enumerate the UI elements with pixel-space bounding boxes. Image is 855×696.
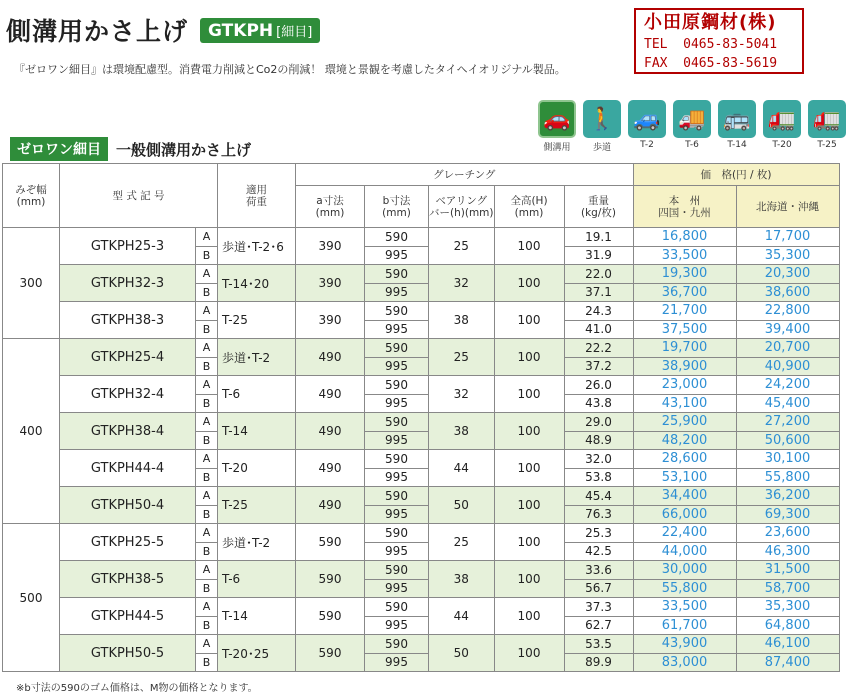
type-cell: A [196,524,218,543]
car-icon: 🚙 [628,100,666,138]
bearing-cell: 38 [429,561,495,598]
height-cell: 100 [494,635,564,672]
price-hokkaido: 22,800 [736,302,839,321]
model-code: GTKPH38-5 [60,561,196,598]
price-hokkaido: 46,100 [736,635,839,654]
bearing-cell: 32 [429,376,495,413]
b-dim-cell: 995 [365,542,429,561]
table-row [3,635,840,654]
header-width: みぞ幅 (mm) [3,164,60,228]
b-dim-cell: 590 [365,450,429,469]
price-honshu: 53,100 [633,468,736,487]
type-cell: A [196,413,218,432]
section-header [10,137,251,161]
b-dim-cell: 590 [365,487,429,506]
load-icon-cell [761,100,803,153]
load-cell: 歩道･T-2 [218,524,296,561]
weight-cell: 25.3 [564,524,633,543]
section-title: 一般側溝用かさ上げ [116,140,252,159]
load-cell: T-25 [218,487,296,524]
height-cell: 100 [494,487,564,524]
model-code: GTKPH38-3 [60,302,196,339]
price-hokkaido: 45,400 [736,394,839,413]
height-cell: 100 [494,302,564,339]
price-hokkaido: 27,200 [736,413,839,432]
bearing-cell: 25 [429,339,495,376]
width-cell: 500 [3,524,60,672]
model-code: GTKPH38-4 [60,413,196,450]
b-dim-cell: 590 [365,635,429,654]
height-cell: 100 [494,376,564,413]
weight-cell: 48.9 [564,431,633,450]
weight-cell: 24.3 [564,302,633,321]
load-cell: T-14 [218,413,296,450]
price-hokkaido: 40,900 [736,357,839,376]
type-cell: A [196,450,218,469]
header-grating: グレーチング [296,164,634,186]
weight-cell: 37.1 [564,283,633,302]
price-hokkaido: 35,300 [736,246,839,265]
price-hokkaido: 38,600 [736,283,839,302]
price-honshu: 55,800 [633,579,736,598]
model-code: GTKPH25-3 [60,228,196,265]
weight-cell: 22.2 [564,339,633,358]
price-honshu: 66,000 [633,505,736,524]
type-cell: A [196,228,218,247]
a-dim-cell: 590 [296,524,365,561]
bearing-cell: 25 [429,228,495,265]
bearing-cell: 44 [429,450,495,487]
product-description: 『ゼロワン細目』は環境配慮型。消費電力削減とCo2の削減！ 環境と景観を考慮したタイヘイオリジナル製品。 [14,63,566,76]
price-honshu: 36,700 [633,283,736,302]
type-cell: B [196,357,218,376]
b-dim-cell: 995 [365,283,429,302]
table-row [3,339,840,358]
fax-number: FAX 0465-83-5619 [644,56,778,71]
header-a-dim: a寸法 (mm) [296,186,365,228]
price-honshu: 22,400 [633,524,736,543]
table-row [3,265,840,284]
a-dim-cell: 590 [296,561,365,598]
weight-cell: 56.7 [564,579,633,598]
price-hokkaido: 17,700 [736,228,839,247]
pedestrian-icon: 🚶 [583,100,621,138]
header-model: 型 式 記 号 [60,164,218,228]
a-dim-cell: 490 [296,339,365,376]
load-icon-cell [806,100,848,153]
type-cell: B [196,320,218,339]
price-honshu: 30,000 [633,561,736,580]
height-cell: 100 [494,524,564,561]
load-class-icons [536,100,851,153]
weight-cell: 32.0 [564,450,633,469]
weight-cell: 89.9 [564,653,633,672]
type-cell: B [196,431,218,450]
load-icon-label: 歩道 [592,143,611,153]
header-region-honshu: 本 州 四国・九州 [633,186,736,228]
price-honshu: 25,900 [633,413,736,432]
model-code: GTKPH44-4 [60,450,196,487]
load-cell: T-20･25 [218,635,296,672]
load-cell: T-14･20 [218,265,296,302]
price-hokkaido: 31,500 [736,561,839,580]
bearing-cell: 44 [429,598,495,635]
b-dim-cell: 995 [365,394,429,413]
a-dim-cell: 390 [296,228,365,265]
load-cell: T-25 [218,302,296,339]
price-hokkaido: 23,600 [736,524,839,543]
b-dim-cell: 995 [365,246,429,265]
weight-cell: 26.0 [564,376,633,395]
type-cell: B [196,579,218,598]
page-title: 側溝用かさ上げ [6,17,189,46]
b-dim-cell: 590 [365,339,429,358]
load-icon-label: T-2 [640,140,654,150]
weight-cell: 33.6 [564,561,633,580]
section-badge: ゼロワン細目 [10,137,108,161]
bearing-cell: 50 [429,635,495,672]
b-dim-cell: 995 [365,505,429,524]
table-row [3,487,840,506]
b-dim-cell: 995 [365,616,429,635]
header-region-hokkaido: 北海道・沖縄 [736,186,839,228]
height-cell: 100 [494,413,564,450]
price-hokkaido: 46,300 [736,542,839,561]
table-row [3,450,840,469]
load-icon-label: T-25 [817,140,837,150]
a-dim-cell: 390 [296,265,365,302]
b-dim-cell: 590 [365,598,429,617]
type-cell: B [196,542,218,561]
price-honshu: 38,900 [633,357,736,376]
load-cell: T-20 [218,450,296,487]
model-code: GTKPH50-5 [60,635,196,672]
type-cell: A [196,265,218,284]
a-dim-cell: 490 [296,413,365,450]
table-row [3,413,840,432]
product-code-badge [200,18,320,43]
type-cell: B [196,653,218,672]
price-table [2,163,840,672]
bearing-cell: 32 [429,265,495,302]
header-b-dim: b寸法 (mm) [365,186,429,228]
b-dim-cell: 590 [365,265,429,284]
price-hokkaido: 69,300 [736,505,839,524]
type-cell: B [196,505,218,524]
load-icon-cell [626,100,668,153]
car-on-grating-icon: 🚗 [538,100,576,138]
width-cell: 300 [3,228,60,339]
load-cell: T-14 [218,598,296,635]
type-cell: B [196,616,218,635]
weight-cell: 19.1 [564,228,633,247]
a-dim-cell: 490 [296,450,365,487]
load-icon-cell [581,100,623,153]
product-code-sub: [細目] [276,25,313,40]
model-code: GTKPH32-4 [60,376,196,413]
table-row [3,302,840,321]
weight-cell: 45.4 [564,487,633,506]
price-hokkaido: 30,100 [736,450,839,469]
price-hokkaido: 58,700 [736,579,839,598]
price-hokkaido: 20,700 [736,339,839,358]
type-cell: A [196,339,218,358]
weight-cell: 53.5 [564,635,633,654]
bearing-cell: 25 [429,524,495,561]
price-honshu: 21,700 [633,302,736,321]
type-cell: A [196,635,218,654]
bearing-cell: 38 [429,302,495,339]
a-dim-cell: 390 [296,302,365,339]
price-honshu: 61,700 [633,616,736,635]
price-hokkaido: 24,200 [736,376,839,395]
price-hokkaido: 39,400 [736,320,839,339]
price-hokkaido: 35,300 [736,598,839,617]
price-honshu: 16,800 [633,228,736,247]
header-price: 価 格(円 / 枚) [633,164,839,186]
product-code: GTKPH [208,20,274,41]
height-cell: 100 [494,561,564,598]
type-cell: B [196,246,218,265]
price-hokkaido: 20,300 [736,265,839,284]
contact-stamp [634,8,804,74]
page-header [6,12,320,48]
b-dim-cell: 590 [365,561,429,580]
b-dim-cell: 995 [365,579,429,598]
price-honshu: 37,500 [633,320,736,339]
header-height: 全高(H) (mm) [494,186,564,228]
price-honshu: 19,700 [633,339,736,358]
weight-cell: 37.3 [564,598,633,617]
b-dim-cell: 590 [365,228,429,247]
b-dim-cell: 995 [365,320,429,339]
table-row [3,376,840,395]
b-dim-cell: 995 [365,431,429,450]
a-dim-cell: 490 [296,376,365,413]
price-hokkaido: 87,400 [736,653,839,672]
model-code: GTKPH50-4 [60,487,196,524]
header-weight: 重量 (kg/枚) [564,186,633,228]
price-hokkaido: 36,200 [736,487,839,506]
load-icon-label: 側溝用 [543,143,571,153]
header-bearing: ベアリング バー(h)(mm) [429,186,495,228]
height-cell: 100 [494,339,564,376]
price-honshu: 83,000 [633,653,736,672]
type-cell: A [196,487,218,506]
height-cell: 100 [494,228,564,265]
width-cell: 400 [3,339,60,524]
weight-cell: 31.9 [564,246,633,265]
a-dim-cell: 590 [296,635,365,672]
price-honshu: 33,500 [633,598,736,617]
b-dim-cell: 995 [365,357,429,376]
price-honshu: 23,000 [633,376,736,395]
header-load: 適用 荷重 [218,164,296,228]
company-name: 小田原鋼材(株) [644,12,777,33]
footnote: ※b寸法の590のゴム価格は、M物の価格となります。 [16,683,258,694]
weight-cell: 29.0 [564,413,633,432]
model-code: GTKPH32-3 [60,265,196,302]
price-honshu: 44,000 [633,542,736,561]
b-dim-cell: 995 [365,653,429,672]
load-icon-label: T-14 [727,140,747,150]
tel-number: TEL 0465-83-5041 [644,37,778,52]
type-cell: B [196,468,218,487]
load-cell: 歩道･T-2･6 [218,228,296,265]
b-dim-cell: 590 [365,524,429,543]
load-cell: T-6 [218,376,296,413]
price-hokkaido: 64,800 [736,616,839,635]
weight-cell: 43.8 [564,394,633,413]
table-row [3,524,840,543]
weight-cell: 62.7 [564,616,633,635]
weight-cell: 22.0 [564,265,633,284]
b-dim-cell: 995 [365,468,429,487]
price-honshu: 28,600 [633,450,736,469]
price-honshu: 43,100 [633,394,736,413]
height-cell: 100 [494,450,564,487]
price-honshu: 34,400 [633,487,736,506]
model-code: GTKPH44-5 [60,598,196,635]
bus-icon: 🚌 [718,100,756,138]
type-cell: A [196,376,218,395]
price-hokkaido: 55,800 [736,468,839,487]
heavy-truck-icon: 🚛 [808,100,846,138]
weight-cell: 53.8 [564,468,633,487]
type-cell: A [196,598,218,617]
price-hokkaido: 50,600 [736,431,839,450]
model-code: GTKPH25-4 [60,339,196,376]
model-code: GTKPH25-5 [60,524,196,561]
load-cell: T-6 [218,561,296,598]
a-dim-cell: 490 [296,487,365,524]
bearing-cell: 50 [429,487,495,524]
weight-cell: 76.3 [564,505,633,524]
b-dim-cell: 590 [365,413,429,432]
small-truck-icon: 🚚 [673,100,711,138]
weight-cell: 42.5 [564,542,633,561]
table-row [3,561,840,580]
height-cell: 100 [494,265,564,302]
load-icon-label: T-6 [685,140,699,150]
table-row [3,598,840,617]
price-honshu: 43,900 [633,635,736,654]
b-dim-cell: 590 [365,302,429,321]
load-icon-cell [716,100,758,153]
load-icon-cell [536,100,578,153]
a-dim-cell: 590 [296,598,365,635]
table-row [3,228,840,247]
weight-cell: 37.2 [564,357,633,376]
weight-cell: 41.0 [564,320,633,339]
price-honshu: 48,200 [633,431,736,450]
load-cell: 歩道･T-2 [218,339,296,376]
height-cell: 100 [494,598,564,635]
b-dim-cell: 590 [365,376,429,395]
price-honshu: 33,500 [633,246,736,265]
truck-icon: 🚛 [763,100,801,138]
bearing-cell: 38 [429,413,495,450]
price-honshu: 19,300 [633,265,736,284]
type-cell: B [196,394,218,413]
load-icon-label: T-20 [772,140,792,150]
load-icon-cell [671,100,713,153]
type-cell: B [196,283,218,302]
type-cell: A [196,302,218,321]
type-cell: A [196,561,218,580]
